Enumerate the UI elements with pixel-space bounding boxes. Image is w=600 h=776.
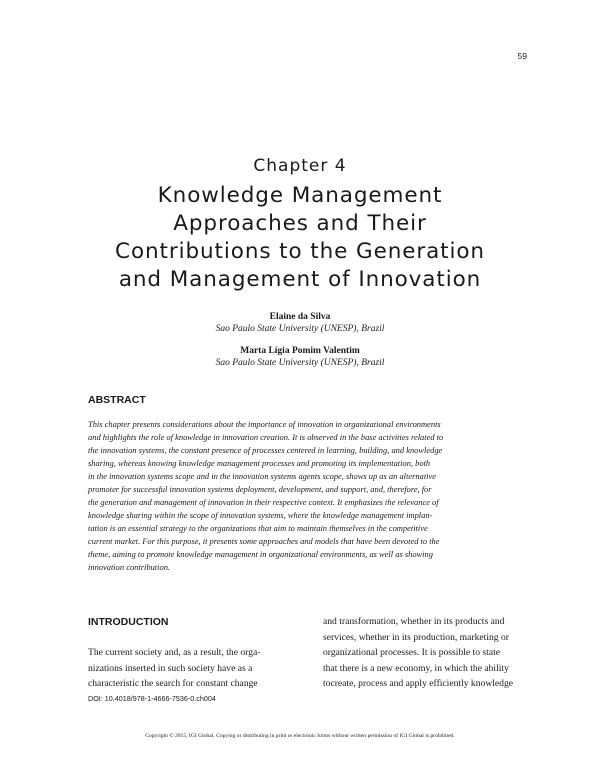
abstract-line: in the innovation systems scope and in the innovation systems agents scope, shows up as an alternative xyxy=(88,471,437,481)
author-block-1 xyxy=(0,311,600,335)
author-block-2 xyxy=(0,345,600,369)
abstract-line: current market. For this purpose, it presents some approaches and models that have been devoted to the xyxy=(88,536,440,546)
doi: DOI: 10.4018/978-1-4666-7536-0.ch004 xyxy=(88,694,216,703)
abstract-line: knowledge sharing within the scope of innovation systems, where the knowledge management implan- xyxy=(88,510,433,520)
chapter-title-line: Approaches and Their xyxy=(173,211,427,236)
abstract-line: the innovation systems, the constant presence of processes centered in learning, building, and knowledge xyxy=(88,445,443,455)
abstract-line: This chapter presents considerations about the importance of innovation in organizational environments xyxy=(88,419,441,429)
abstract-line: theme, aiming to promote knowledge management in organizational environments, as well as showing xyxy=(88,549,433,559)
author-name: Marta Lígia Pomim Valentim xyxy=(240,346,360,356)
abstract-line: tation is an essential strategy to the organizations that aim to maintain themselves in the competitive xyxy=(88,523,428,533)
abstract-line: the generation and management of innovation in their respective context. It emphasizes the relevance of xyxy=(88,497,439,507)
chapter-title-line: Contributions to the Generation xyxy=(115,239,485,264)
page-number: 59 xyxy=(517,51,527,61)
introduction-left-column xyxy=(88,645,292,692)
chapter-label: Chapter 4 xyxy=(253,156,347,176)
chapter-title-line: and Management of Innovation xyxy=(118,267,482,292)
author-affiliation: Sao Paulo State University (UNESP), Brazil xyxy=(215,324,385,334)
abstract-heading: ABSTRACT xyxy=(88,394,146,406)
body-line: The current society and, as a result, the orga- xyxy=(88,647,261,658)
chapter-title-line: Knowledge Management xyxy=(157,183,443,208)
author-name: Elaine da Silva xyxy=(269,312,331,322)
introduction-right-column xyxy=(323,614,528,692)
body-line: that there is a new economy, in which the ability xyxy=(323,662,509,674)
abstract-line: sharing, whereas knowing knowledge management processes and promoting its implementation, both xyxy=(88,458,431,468)
abstract-line: innovation contribution. xyxy=(88,562,171,572)
body-line: and transformation, whether in its products and xyxy=(323,616,505,627)
introduction-heading: INTRODUCTION xyxy=(88,616,169,628)
author-affiliation: Sao Paulo State University (UNESP), Brazil xyxy=(215,358,385,368)
abstract-line: and highlights the role of knowledge in innovation creation. It is observed in the base activities related to xyxy=(88,432,444,442)
body-line: tocreate, process and apply efficiently knowledge xyxy=(323,678,514,689)
body-line: nizations inserted in such society have as a xyxy=(88,662,253,674)
copyright-notice: Copyright © 2015, IGI Global. Copying or distributing in print or electronic forms without written permission of IGI Global is prohibited. xyxy=(145,733,455,739)
body-line: characteristic the search for constant change xyxy=(88,678,258,689)
body-line: organizational processes. It is possible to state xyxy=(323,647,501,658)
abstract-line: promoter for successful innovation systems deployment, development, and support, and, therefore, for xyxy=(88,484,432,494)
body-line: services, whether in its production, marketing or xyxy=(323,631,509,643)
chapter-title xyxy=(60,182,540,294)
abstract-body xyxy=(88,418,521,574)
